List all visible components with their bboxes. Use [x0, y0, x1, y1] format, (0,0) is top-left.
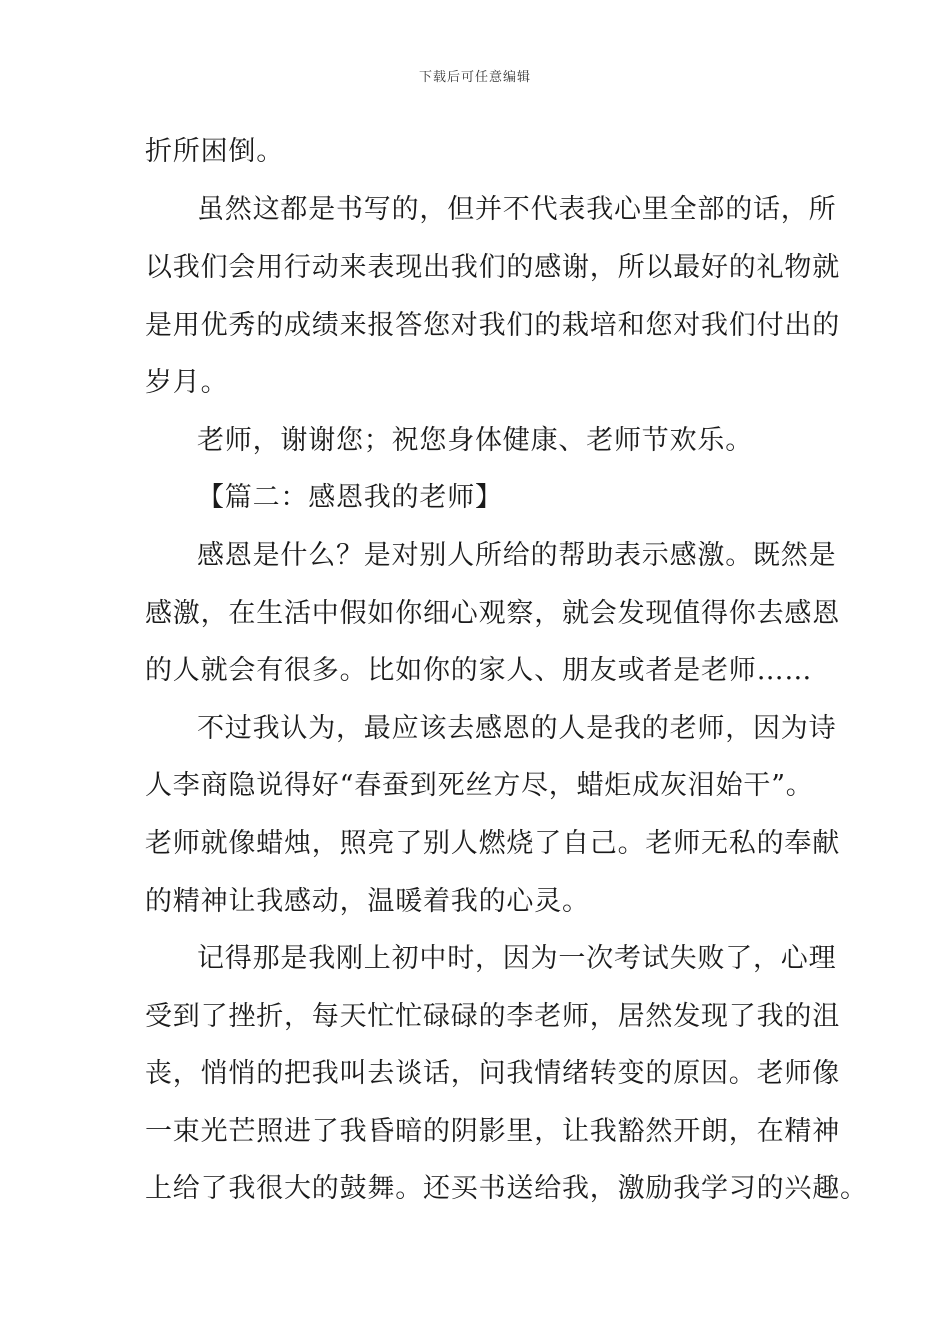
paragraph-first-line: 老师，谢谢您；祝您身体健康、老师节欢乐。 — [197, 425, 753, 456]
text-line: 岁月。 — [145, 367, 229, 398]
text-line: 以我们会用行动来表现出我们的感谢，所以最好的礼物就 — [145, 252, 840, 283]
text-line: 感激，在生活中假如你细心观察，就会发现值得你去感恩 — [145, 598, 840, 629]
page-header: 下载后可任意编辑 — [418, 70, 531, 85]
paragraph-first-line: 虽然这都是书写的，但并不代表我心里全部的话，所 — [197, 194, 837, 225]
text-line: 上给了我很大的鼓舞。还买书送给我，激励我学习的兴趣。 — [145, 1173, 868, 1204]
text-line: 的精神让我感动，温暖着我的心灵。 — [145, 886, 590, 917]
text-line: 丧，悄悄的把我叫去谈话，问我情绪转变的原因。老师像 — [145, 1058, 840, 1089]
text-line: 折所困倒。 — [145, 136, 284, 167]
text-line: 一束光芒照进了我昏暗的阴影里，让我豁然开朗，在精神 — [145, 1116, 840, 1147]
text-line: 老师就像蜡烛，照亮了别人燃烧了自己。老师无私的奉献 — [145, 828, 840, 859]
text-line: 的人就会有很多。比如你的家人、朋友或者是老师…… — [145, 655, 813, 686]
paragraph-first-line: 不过我认为，最应该去感恩的人是我的老师，因为诗 — [197, 713, 837, 744]
text-line: 人李商隐说得好“春蚕到死丝方尽，蜡炬成灰泪始干”。 — [145, 770, 814, 801]
section-heading: 【篇二：感恩我的老师】 — [197, 482, 503, 513]
paragraph-first-line: 感恩是什么？是对别人所给的帮助表示感激。既然是 — [197, 540, 837, 571]
text-line: 是用优秀的成绩来报答您对我们的栽培和您对我们付出的 — [145, 310, 840, 341]
paragraph-first-line: 记得那是我刚上初中时，因为一次考试失败了，心理 — [197, 943, 837, 974]
text-line: 受到了挫折，每天忙忙碌碌的李老师，居然发现了我的沮 — [145, 1001, 840, 1032]
